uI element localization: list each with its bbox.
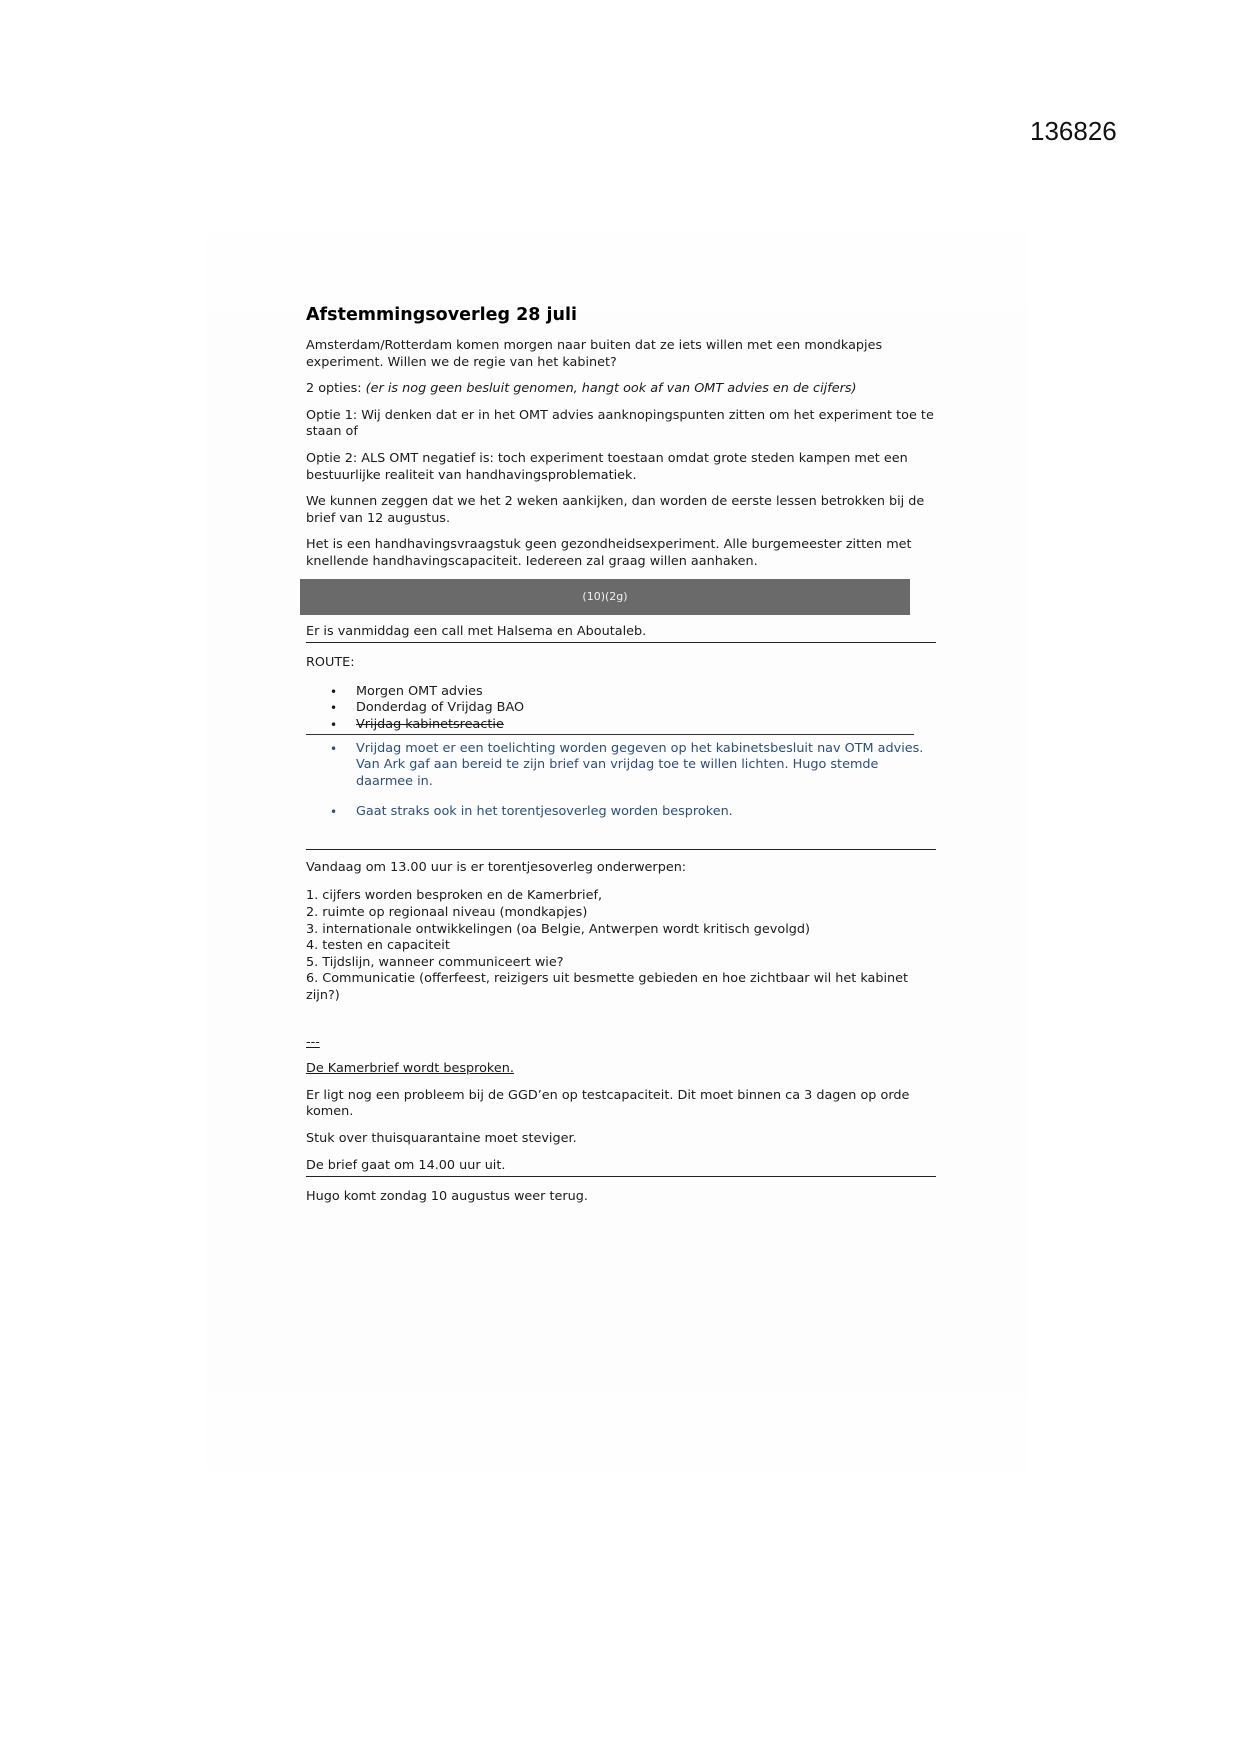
paragraph-option-1: Optie 1: Wij denken dat er in het OMT advies aanknopingspunten zitten om het experiment toe te staan of [306, 407, 934, 440]
paragraph-intro: Amsterdam/Rotterdam komen morgen naar buiten dat ze iets willen met een mondkapjes experiment. Willen we de regie van het kabinet? [306, 338, 883, 370]
thuisquarantaine-line: Stuk over thuisquarantaine moet steviger. [306, 1131, 577, 1146]
options-note: (er is nog geen besluit genomen, hangt ook af van OMT advies en de cijfers) [365, 381, 857, 397]
paragraph-options [306, 381, 936, 398]
route-list-added [306, 741, 936, 821]
kamerbrief-line: De Kamerbrief wordt besproken. [306, 1061, 514, 1077]
topic-item: 1. cijfers worden besproken en de Kamerbrief, [306, 888, 603, 904]
route-item: • Donderdag of Vrijdag BAO [330, 700, 936, 717]
call-line: Er is vanmiddag een call met Halsema en Aboutaleb. [306, 624, 936, 644]
ggd-paragraph: Er ligt nog een probleem bij de GGD’en op testcapaciteit. Dit moet binnen ca 3 dagen op orde komen. [306, 1087, 910, 1120]
redaction-box: (10)(2g) [300, 579, 910, 615]
document-body [306, 304, 936, 1216]
hugo-line: Hugo komt zondag 10 augustus weer terug. [306, 1189, 588, 1205]
dashes: --- [306, 1034, 320, 1050]
route-item: • Morgen OMT advies [330, 684, 936, 701]
divider [306, 734, 914, 735]
paragraph-two-weeks: We kunnen zeggen dat we het 2 weken aankijken, dan worden de eerste lessen betrokken bij de brief van 12 augustus. [306, 494, 925, 526]
topic-item: 6. Communicatie (offerfeest, reizigers uit besmette gebieden en hoe zichtbaar wil het kabinet zijn?) [306, 971, 909, 1004]
topic-item: 5. Tijdslijn, wanneer communiceert wie? [306, 954, 564, 970]
divider [306, 849, 936, 850]
torentjes-intro: Vandaag om 13.00 uur is er torentjesoverleg onderwerpen: [306, 859, 687, 875]
topic-item: 2. ruimte op regionaal niveau (mondkapjes) [306, 905, 588, 921]
route-item-added: • Vrijdag moet er een toelichting worden gegeven op het kabinetsbesluit nav OTM advies. Van Ark gaf aan bereid te zijn brief van vrijdag toe te willen lichten. Hugo stemde daarmee in. [330, 741, 936, 791]
route-heading: ROUTE: [306, 655, 355, 671]
topic-item: 3. internationale ontwikkelingen (oa Belgie, Antwerpen wordt kritisch gevolgd) [306, 921, 810, 937]
topics-list [306, 888, 936, 1004]
document-number: 136826 [1030, 116, 1117, 146]
route-list [306, 684, 936, 734]
route-item-added: • Gaat straks ook in het torentjesoverleg worden besproken. [330, 804, 936, 821]
options-lead: 2 opties: [306, 381, 366, 397]
topic-item: 4. testen en capaciteit [306, 938, 450, 954]
paragraph-option-2: Optie 2: ALS OMT negatief is: toch experiment toestaan omdat grote steden kampen met een bestuurlijke realiteit van handhavingsproblematiek. [306, 450, 908, 483]
route-item-struck: • Vrijdag kabinetsreactie [330, 717, 936, 734]
page-title: Afstemmingsoverleg 28 juli [306, 305, 577, 325]
paragraph-handhaving: Het is een handhavingsvraagstuk geen gezondheidsexperiment. Alle burgemeester zitten met knellende handhavingscapaciteit. Iedereen zal graag willen aanhaken. [306, 537, 912, 569]
brief-time-line: De brief gaat om 14.00 uur uit. [306, 1158, 936, 1178]
